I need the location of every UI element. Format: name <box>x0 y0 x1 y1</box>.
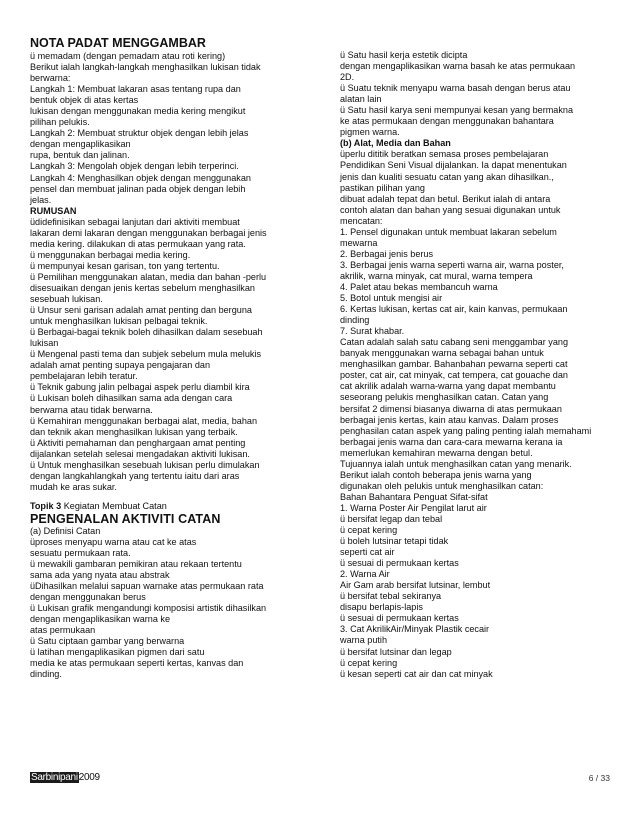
rumusan-line: dengan langkahlangkah yang tertentu iaitu dari aras <box>30 470 240 481</box>
text-line: ü cepat kering <box>340 525 398 536</box>
text-line: akrilik, warna minyak, cat mural, warna tempera <box>340 270 533 281</box>
text-line: 2. Warna Air <box>340 569 390 580</box>
text-line: dibuat adalah tepat dan betul. Berikut ialah di antara <box>340 193 551 204</box>
text-line: ü cepat kering <box>340 657 398 668</box>
rumusan-line: mudah ke aras sukar. <box>30 481 117 492</box>
text-line: ü Satu hasil kerja estetik dicipta <box>340 50 468 60</box>
text-line: 6. Kertas lukisan, kertas cat air, kain kanvas, permukaan <box>340 304 568 315</box>
intro-text <box>30 51 330 206</box>
text-line: seseorang pelukis menghasilkan catan. Catan yang <box>340 392 549 403</box>
text-line: dengan mengaplikasikan warna ke <box>30 614 171 625</box>
text-line: berwarna: <box>30 73 71 84</box>
rumusan-line: berwarna atau tidak berwarna. <box>30 404 153 415</box>
rumusan-line: dijalankan setelah selesai mengadakan aktiviti lukisan. <box>30 448 250 459</box>
text-line: Berikut ialah contoh beberapa jenis warna yang <box>340 469 532 480</box>
text-line: ü latihan mengaplikasikan pigmen dari satu <box>30 647 205 658</box>
page-number: 6 / 33 <box>588 773 610 783</box>
text-line: ü boleh lutsinar tetapi tidak <box>340 536 449 547</box>
text-line: pilihan pelukis. <box>30 117 90 128</box>
definition-text <box>30 526 330 681</box>
rumusan-text <box>30 217 330 493</box>
text-line: pastikan pilihan yang <box>340 182 425 193</box>
right-text-top <box>340 50 628 138</box>
right-text-bottom <box>340 149 628 679</box>
text-line: ke atas permukaan dengan menggunakan bahantara <box>340 116 554 127</box>
rumusan-line: ü Untuk menghasilkan sesebuah lukisan perlu dimulakan <box>30 459 260 470</box>
text-line: lukisan dengan menggunakan media kering mengikut <box>30 106 246 117</box>
right-column <box>340 50 628 680</box>
footer-year: 2009 <box>78 772 100 783</box>
rumusan-line: dan teknik akan menghasilkan lukisan yang terbaik. <box>30 426 238 437</box>
text-line: ü bersifat legap dan tebal <box>340 513 443 524</box>
rumusan-line: media kering. dilakukan di atas permukaan yang rata. <box>30 238 246 249</box>
text-line: ü Lukisan grafik mengandungi komposisi artistik dihasilkan <box>30 603 267 614</box>
text-line: banyak menggunakan warna sebagai bahan untuk <box>340 348 544 359</box>
rumusan-line: lukisan <box>30 338 59 349</box>
text-line: bersifat 2 dimensi biasanya diwarna di atas permukaan <box>340 403 562 414</box>
text-line: alatan lain <box>340 94 382 105</box>
text-line: dinding <box>340 315 370 326</box>
text-line: ü kesan seperti cat air dan cat minyak <box>340 668 493 679</box>
text-line: 7. Surat khabar. <box>340 326 405 337</box>
text-line: media ke atas permukaan seperti kertas, kanvas dan <box>30 658 244 669</box>
rumusan-line: ü Unsur seni garisan adalah amat penting dan berguna <box>30 305 252 316</box>
text-line: Langkah 3: Mengolah objek dengan lebih terperinci. <box>30 161 239 172</box>
text-line: üperlu dititik beratkan semasa proses pembelajaran <box>340 149 549 160</box>
text-line: Bahan Bahantara Penguat Sifat-sifat <box>340 491 488 502</box>
text-line: memerlukan kemahiran mewarna dengan betul. <box>340 447 533 458</box>
text-line: üproses menyapu warna atau cat ke atas <box>30 536 197 547</box>
text-line: 1. Warna Poster Air Pengilat larut air <box>340 502 487 513</box>
text-line: ü Satu ciptaan gambar yang berwarna <box>30 636 185 647</box>
text-line: contoh alatan dan bahan yang sesuai digunakan untuk <box>340 204 561 215</box>
text-line: mewarna <box>340 237 378 248</box>
text-line: berbagai jenis kertas, kain atau kanvas. Dalam proses <box>340 414 559 425</box>
text-line: jenis dan kualiti sesuatu catan yang akan dihasilkan., <box>340 171 554 182</box>
text-line: ü sesuai di permukaan kertas <box>340 558 459 569</box>
text-line: Tujuannya ialah untuk menghasilkan catan yang menarik. <box>340 458 572 469</box>
text-line: atas permukaan <box>30 625 96 636</box>
text-line: 5. Botol untuk mengisi air <box>340 293 443 304</box>
text-line: (a) Definisi Catan <box>30 525 101 536</box>
rumusan-line: ü Berbagai-bagai teknik boleh dihasilkan dalam sesebuah <box>30 327 263 338</box>
footer-author <box>30 772 100 784</box>
text-line: 3. Cat AkrilikAir/Minyak Plastik cecair <box>340 624 490 635</box>
rumusan-line: lakaran demi lakaran dengan menggunakan berbagai jenis <box>30 227 267 238</box>
text-line: ü Satu hasil karya seni mempunyai kesan yang bermakna <box>340 105 574 116</box>
text-line: jelas. <box>30 194 52 205</box>
rumusan-line: ü menggunakan berbagai media kering. <box>30 249 191 260</box>
text-line: 4. Palet atau bekas membancuh warna <box>340 281 498 292</box>
author-name: Sarbinipani <box>31 772 78 783</box>
text-line: rupa, bentuk dan jalinan. <box>30 150 130 161</box>
text-line: ü bersifat lutsinar dan legap <box>340 646 452 657</box>
topic-number: Topik 3 <box>30 500 62 511</box>
text-line: ü bersifat tebal sekiranya <box>340 591 442 602</box>
rumusan-line: üdidefinisikan sebagai lanjutan dari aktiviti membuat <box>30 216 240 227</box>
rumusan-line: sesebuah lukisan. <box>30 294 103 305</box>
text-line: seperti cat air <box>340 547 395 558</box>
text-line: menghasilkan gambar. Bahanbahan pewarna seperti cat <box>340 359 568 370</box>
text-line: 3. Berbagai jenis warna seperti warna air, warna poster, <box>340 259 564 270</box>
text-line: cat akrilik adalah warna-warna yang dapat membantu <box>340 381 556 392</box>
text-line: warna putih <box>340 635 388 646</box>
rumusan-line: pembelajaran lebih teratur. <box>30 371 138 382</box>
text-line: dinding. <box>30 669 62 680</box>
rumusan-line: ü mempunyai kesan garisan, ton yang tertentu. <box>30 260 220 271</box>
text-line: penghasilan catan aspek yang paling penting ialah memahami <box>340 425 592 436</box>
text-line: disapu berlapis-lapis <box>340 602 423 613</box>
page-footer <box>30 772 610 784</box>
text-line: 1. Pensel digunakan untuk membuat lakaran sebelum <box>340 226 557 237</box>
text-line: Pendidikan Seni Visual dijalankan. Ia dapat menentukan <box>340 160 567 171</box>
rumusan-line: ü Aktiviti pemahaman dan penghargaan amat penting <box>30 437 246 448</box>
text-line: berbagai jenis warna dan cara-cara mewarna kerana ia <box>340 436 563 447</box>
rumusan-line: ü Kemahiran menggunakan berbagai alat, media, bahan <box>30 415 257 426</box>
rumusan-line: ü Lukisan boleh dihasilkan sama ada dengan cara <box>30 393 233 404</box>
text-line: Berikut ialah langkah-langkah menghasilkan lukisan tidak <box>30 62 261 73</box>
document-title: NOTA PADAT MENGGAMBAR <box>30 36 206 50</box>
rumusan-line: ü Teknik gabung jalin pelbagai aspek perlu diambil kira <box>30 382 250 393</box>
rumusan-line: ü Mengenal pasti tema dan subjek sebelum mula melukis <box>30 349 262 360</box>
left-column <box>30 36 330 681</box>
text-line: Langkah 1: Membuat lakaran asas tentang rupa dan <box>30 84 241 95</box>
text-line: Catan adalah salah satu cabang seni menggambar yang <box>340 337 569 348</box>
text-line: sesuatu permukaan rata. <box>30 547 131 558</box>
topic-label-line <box>30 501 330 512</box>
text-line: ü mewakili gambaran pemikiran atau rekaan tertentu <box>30 559 242 570</box>
rumusan-line: untuk menghasilkan lukisan pelbagai teknik. <box>30 316 208 327</box>
rumusan-line: ü Pemilihan menggunakan alatan, media dan bahan -perlu <box>30 271 267 282</box>
text-line: üDihasilkan melalui sapuan warnake atas permukaan rata <box>30 581 264 592</box>
rumusan-line: adalah amat penting supaya pengajaran dan <box>30 360 210 371</box>
rumusan-heading: RUMUSAN <box>30 205 77 216</box>
text-line: ü Suatu teknik menyapu warna basah dengan berus atau <box>340 83 571 94</box>
section-heading: PENGENALAN AKTIVITI CATAN <box>30 511 221 526</box>
text-line: Langkah 4: Menghasilkan objek dengan menggunakan <box>30 172 251 183</box>
rumusan-line: disesuaikan dengan jenis kertas sebelum menghasilkan <box>30 282 255 293</box>
text-line: mencatan: <box>340 215 383 226</box>
text-line: poster, cat air, cat minyak, cat tempera, cat gouache dan <box>340 370 568 381</box>
text-line: Langkah 2: Membuat struktur objek dengan lebih jelas <box>30 128 249 139</box>
text-line: 2. Berbagai jenis berus <box>340 248 434 259</box>
text-line: 2D. <box>340 72 355 83</box>
text-line: dengan mengaplikasikan <box>30 139 131 150</box>
text-line: ü memadam (dengan pemadam atau roti kering) <box>30 51 226 61</box>
subsection-heading: (b) Alat, Media dan Bahan <box>340 138 451 149</box>
text-line: pensel dan membuat jalinan pada objek dengan lebih <box>30 183 246 194</box>
text-line: pigmen warna. <box>340 127 400 138</box>
text-line: bentuk objek di atas kertas <box>30 95 139 106</box>
text-line: ü sesuai di permukaan kertas <box>340 613 459 624</box>
text-line: dengan mengaplikasikan warna basah ke atas permukaan <box>340 61 576 72</box>
text-line: sama ada yang nyata atau abstrak <box>30 570 170 581</box>
topic-title: Kegiatan Membuat Catan <box>61 500 167 511</box>
text-line: dengan menggunakan berus <box>30 592 146 603</box>
text-line: digunakan oleh pelukis untuk menghasilkan catan: <box>340 480 544 491</box>
text-line: Air Gam arab bersifat lutsinar, lembut <box>340 580 491 591</box>
